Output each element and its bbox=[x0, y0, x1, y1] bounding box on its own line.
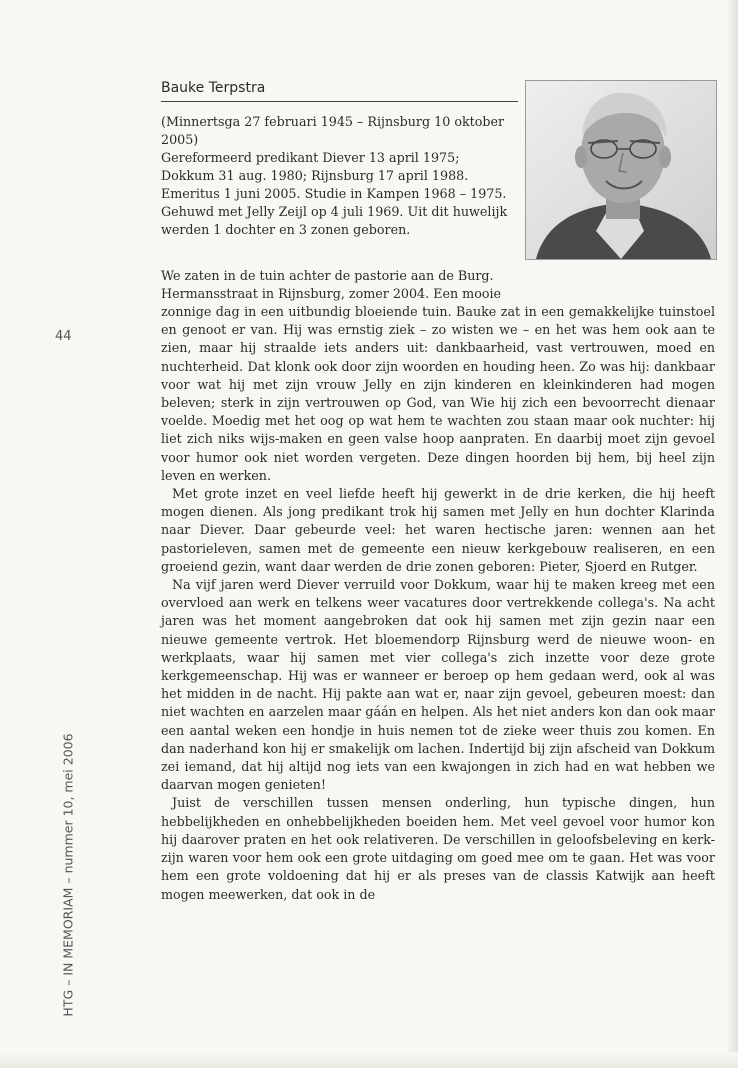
running-footer-vertical: HTG – IN MEMORIAM – nummer 10, mei 2006 bbox=[60, 733, 76, 1017]
article-body bbox=[161, 303, 715, 904]
portrait-illustration bbox=[526, 81, 716, 259]
obituary-heading: Bauke Terpstra bbox=[161, 80, 266, 96]
paragraph: Na vijf jaren werd Diever verruild voor Dokkum, waar hij te maken kreeg met een overvloed aan werk en telkens weer vacatures door vertrekkende collega's. Na acht jaren was het moment aangebroken dat ook hij samen met zijn gezin naar een nieuwe gemeente vertrok. Het bloemendorp Rijnsburg werd de nieuwe woon- en werkplaats, waar hij samen met vier collega's zich inzette voor deze grote kerkgemeenschap. Hij was er wanneer er beroep op hem gedaan werd, ook al was het midden in de nacht. Hij pakte aan wat er, naar zijn gevoel, gebeuren moest: dan niet wachten en aarzelen maar gáán en helpen. Als het niet anders kon dan ook maar een aantal weken een hondje in huis nemen tot de zieke weer thuis zou komen. En dan naderhand kon hij er smakelijk om lachen. Indertijd bij zijn afscheid van Dokkum zei iemand, dat hij altijd nog iets van een kwajongen in zich had en wat hebben we daarvan mogen genieten! bbox=[161, 577, 715, 793]
heading-underline bbox=[161, 101, 518, 102]
page-bottom-shadow bbox=[0, 1052, 738, 1068]
paragraph: Juist de verschillen tussen mensen onderling, hun typische dingen, hun hebbelijkheden en onhebbelijkheden boeiden hem. Met veel gevoel voor humor kon hij daarover praten en het ook relativeren. De verschillen in geloofsbeleving en kerk-zijn waren voor hem ook een grote uitdaging om goed mee om te gaan. Het was voor hem een grote voldoening dat hij er als preses van de classis Katwijk aan heeft mogen meewerken, dat ook in de bbox=[161, 795, 715, 902]
intro-paragraph: We zaten in de tuin achter de pastorie aan de Burg. Hermansstraat in Rijnsburg, zomer 2004. Een mooie bbox=[161, 268, 502, 302]
portrait-photo bbox=[525, 80, 717, 260]
paragraph: Met grote inzet en veel liefde heeft hij gewerkt in de drie kerken, die hij heeft mogen dienen. Als jong predikant trok hij samen met Jelly en hun dochter Klarinda naar Diever. Daar gebeurde veel: het waren hectische jaren: wennen aan het pastorieleven, samen met de gemeente een nieuw kerkgebouw realiseren, en een groeiend gezin, want daar werden de drie zonen geboren: Pieter, Sjoerd en Rutger. bbox=[161, 486, 715, 574]
paragraph: zonnige dag in een uitbundig bloeiende tuin. Bauke zat in een gemakkelijke tuinstoel en genoot er van. Hij was ernstig ziek – zo wisten we – en het was hem ook aan te zien, maar hij straalde iets anders uit: dankbaarheid, vast vertrouwen, moed en nuchterheid. Dat klonk ook door zijn woorden en houding heen. Zo was hij: dankbaar voor wat hij met zijn vrouw Jelly en zijn kinderen en kleinkinderen had mogen beleven; sterk in zijn vertrouwen op God, van Wie hij zich een bevoorrecht dienaar voelde. Moedig met het oog op wat hem te wachten zou staan maar ook nuchter: hij liet zich niks wijs-maken en geen valse hoop aanpraten. En daarbij moet zijn gevoel voor humor ook niet worden vergeten. Deze dingen hoorden bij hem, bij heel zijn leven en werken. bbox=[161, 304, 715, 483]
birth-death-dates: (Minnertsga 27 februari 1945 – Rijnsburg 10 oktober 2005) bbox=[161, 114, 505, 147]
page-edge bbox=[728, 0, 738, 1068]
intro-text bbox=[161, 267, 518, 303]
page-number: 44 bbox=[55, 329, 72, 344]
career-summary: Gereformeerd predikant Diever 13 april 1975; Dokkum 31 aug. 1980; Rijnsburg 17 april 1988. Emeritus 1 juni 2005. Studie in Kampen 1968 – 1975. Gehuwd met Jelly Zeijl op 4 juli 1969. Uit dit huwelijk werden 1 dochter en 3 zonen geboren. bbox=[161, 150, 508, 237]
biographical-details bbox=[161, 113, 515, 239]
